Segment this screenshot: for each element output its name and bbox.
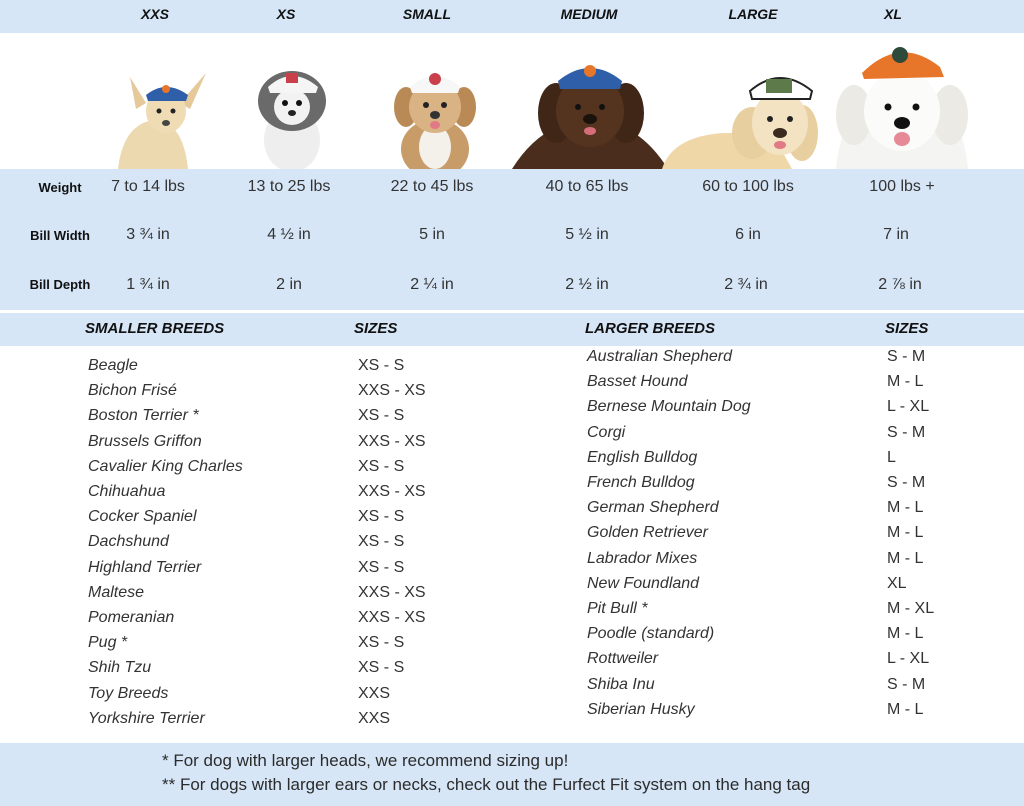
size-header-small: SMALL [402, 6, 452, 22]
note-larger-heads: * For dog with larger heads, we recommend sizing up! [162, 751, 569, 770]
breed-name: Pit Bull * [587, 600, 648, 617]
breed-size: L [887, 448, 896, 466]
breed-name: Cocker Spaniel [88, 508, 197, 526]
breed-name: Bichon Frisé [88, 382, 177, 400]
breed-name: Shiba Inu [587, 675, 655, 693]
weight-xs: 13 to 25 lbs [247, 178, 331, 195]
breed-size: S - M [887, 474, 926, 491]
breed-name: Dachshund [88, 533, 169, 551]
breed-size: S - M [887, 675, 926, 693]
breed-name: Australian Shepherd [587, 348, 732, 365]
breed-name: Toy Breeds [88, 684, 169, 702]
bill-depth-xl: 2 ⅞ in [878, 276, 922, 293]
breed-size: M - L [887, 625, 924, 643]
bill-depth-medium: 2 ½ in [565, 276, 609, 293]
breed-size: M - L [887, 499, 924, 517]
bill-depth-small: 2 ¼ in [410, 276, 454, 293]
breed-size: S - M [887, 423, 926, 441]
breed-name: Cavalier King Charles [88, 457, 243, 475]
breed-size: XS - S [358, 634, 405, 652]
breed-size: XXS - XS [358, 382, 426, 400]
dog-large-photo [662, 57, 830, 169]
note-furfect-fit: ** For dogs with larger ears or necks, check out the Furfect Fit system on the hang tag [162, 775, 811, 794]
breed-size: M - L [887, 700, 924, 718]
breed-size: XXS - XS [358, 432, 426, 450]
size-header-xl: XL [884, 6, 902, 22]
bill-width-label: Bill Width [30, 228, 90, 243]
measurements-band [0, 169, 1024, 310]
bill-width-xl: 7 in [883, 226, 909, 243]
breed-name: Labrador Mixes [587, 549, 698, 567]
breed-name: Bernese Mountain Dog [587, 398, 751, 416]
breed-size: XS - S [358, 407, 405, 425]
breed-name: Maltese [88, 583, 145, 601]
weight-xl: 100 lbs + [869, 178, 935, 195]
weight-xxs: 7 to 14 lbs [111, 178, 185, 195]
breed-size: L - XL [887, 650, 930, 668]
bill-width-xxs: 3 ¾ in [126, 226, 170, 243]
breed-name: Pug * [88, 634, 128, 652]
breed-size: XXS [358, 684, 391, 702]
size-header-large: LARGE [728, 6, 778, 22]
breed-size: M - L [887, 373, 924, 391]
breed-size: M - L [887, 549, 924, 567]
breed-name: Chihuahua [88, 483, 166, 500]
bill-depth-xxs: 1 ¾ in [126, 276, 170, 293]
bill-width-small: 5 in [419, 226, 445, 243]
size-header-xxs: XXS [140, 6, 170, 22]
weight-large: 60 to 100 lbs [702, 178, 794, 195]
breed-name: French Bulldog [587, 474, 695, 491]
bill-width-xs: 4 ½ in [267, 226, 311, 243]
breed-name: Poodle (standard) [587, 625, 715, 643]
dog-xxs-photo [98, 65, 208, 169]
size-header-medium: MEDIUM [560, 6, 618, 22]
dog-xl-photo [832, 37, 972, 169]
breed-name: German Shepherd [587, 499, 719, 517]
breed-size: XXS - XS [358, 583, 426, 601]
dog-photos [0, 33, 1024, 169]
breed-size: XS - S [358, 533, 405, 551]
dog-medium-photo [512, 51, 668, 169]
breed-name: Beagle [88, 357, 138, 374]
breed-size: XL [887, 574, 907, 592]
larger-breeds-heading: LARGER BREEDS [585, 320, 716, 337]
smaller-sizes-heading: SIZES [354, 320, 398, 337]
breed-name: English Bulldog [587, 448, 698, 466]
breed-name: Basset Hound [587, 373, 688, 391]
breed-size: XXS - XS [358, 609, 426, 626]
breed-size: XS - S [358, 508, 405, 526]
breed-size: XS - S [358, 659, 405, 677]
breed-size: S - M [887, 348, 926, 365]
bill-depth-large: 2 ¾ in [724, 276, 768, 293]
breed-size: L - XL [887, 398, 930, 416]
breed-size: M - L [887, 524, 924, 542]
breed-size: XXS - XS [358, 483, 426, 500]
breed-name: Pomeranian [88, 609, 175, 626]
size-header-xs: XS [276, 6, 296, 22]
size-header-band [0, 0, 1024, 33]
weight-small: 22 to 45 lbs [390, 178, 474, 195]
breed-name: Yorkshire Terrier [88, 709, 205, 727]
breed-name: Highland Terrier [88, 558, 202, 576]
breed-size: XS - S [358, 457, 405, 475]
bill-depth-label: Bill Depth [29, 277, 91, 292]
breed-name: Golden Retriever [587, 524, 708, 542]
bill-depth-xs: 2 in [276, 276, 302, 293]
breed-name: Shih Tzu [88, 659, 152, 677]
breed-size: XXS [358, 709, 391, 727]
dog-xs-photo [252, 35, 332, 169]
breed-name: Corgi [587, 423, 626, 441]
weight-medium: 40 to 65 lbs [545, 178, 629, 195]
breed-name: Boston Terrier * [88, 407, 199, 425]
larger-sizes-heading: SIZES [885, 320, 929, 337]
breed-size: XS - S [358, 558, 405, 576]
breed-name: Brussels Griffon [88, 432, 202, 450]
dog-small-photo [392, 57, 478, 169]
breed-name: Siberian Husky [587, 700, 695, 718]
breed-name: New Foundland [587, 574, 700, 592]
breed-size: M - XL [887, 600, 935, 617]
weight-label: Weight [38, 180, 82, 195]
breed-name: Rottweiler [587, 650, 659, 668]
smaller-breeds-heading: SMALLER BREEDS [85, 320, 225, 337]
bill-width-medium: 5 ½ in [565, 226, 609, 243]
bill-width-large: 6 in [735, 226, 761, 243]
breed-size: XS - S [358, 357, 405, 374]
